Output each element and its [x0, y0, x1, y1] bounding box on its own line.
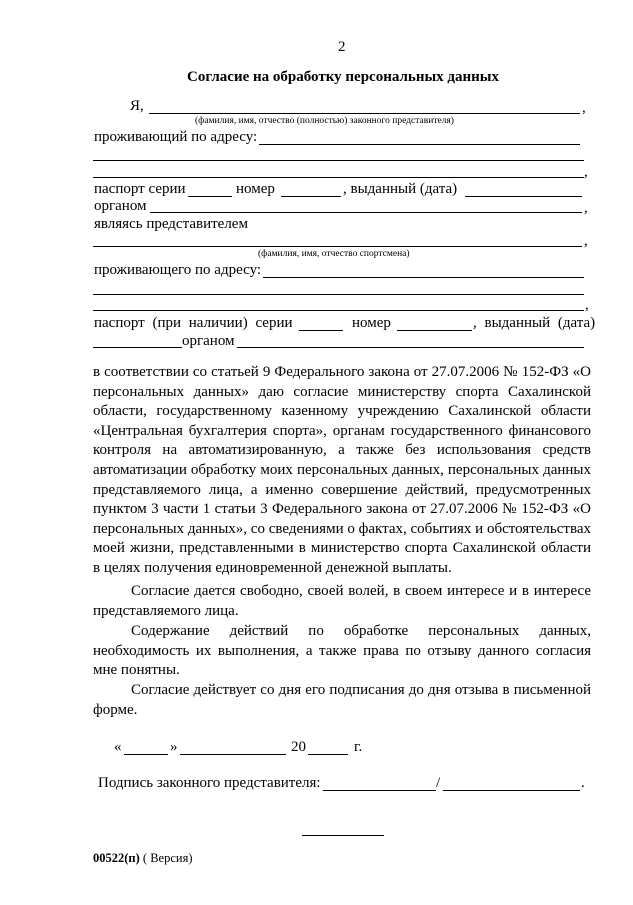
date-year-field[interactable] — [308, 754, 348, 755]
address-field-3[interactable] — [93, 177, 584, 178]
athlete-name-hint: (фамилия, имя, отчество спортсмена) — [258, 249, 410, 259]
organ2-label: органом — [182, 333, 235, 349]
issued-date-field[interactable] — [465, 196, 582, 197]
athlete-address-field-3[interactable] — [93, 310, 584, 311]
organ-label: органом — [94, 198, 147, 214]
athlete-name-field[interactable] — [93, 246, 582, 247]
date-year-suffix: г. — [354, 739, 363, 755]
passport-series-field[interactable] — [188, 196, 232, 197]
date-close-quote: » — [170, 739, 178, 755]
ya-label: Я, — [130, 98, 144, 114]
organ-field[interactable] — [150, 212, 582, 213]
consent-paragraph-2: Согласие дается свободно, своей волей, в своем интересе и в интересе представляемого лица. — [93, 583, 591, 619]
rep-name-hint: (фамилия, имя, отчество (полностью) законного представителя) — [195, 116, 454, 126]
comma: , — [584, 233, 588, 249]
footer — [93, 851, 192, 866]
comma: , — [584, 200, 588, 216]
athlete-address-field-2[interactable] — [93, 294, 584, 295]
issued-label: , выданный (дата) — [343, 181, 458, 197]
passport2-series-field[interactable] — [299, 330, 343, 331]
document-title: Согласие на обработку персональных данных — [187, 69, 500, 85]
passport-number-label: номер — [236, 181, 275, 197]
comma: , — [582, 100, 586, 116]
passport2-label: паспорт (при наличии) серии — [94, 315, 293, 331]
organ2-prefix-field[interactable] — [93, 347, 182, 348]
address-label: проживающий по адресу: — [94, 129, 258, 145]
passport-number-field[interactable] — [281, 196, 341, 197]
signature-end: . — [581, 775, 585, 791]
athlete-address-field-1[interactable] — [263, 277, 584, 278]
page-number: 2 — [338, 39, 346, 55]
signature-label: Подпись законного представителя: — [98, 775, 321, 791]
comma: , — [584, 164, 588, 180]
representative-label: являясь представителем — [94, 216, 248, 232]
consent-paragraph-3: Содержание действий по обработке персональных данных, необходимость их выполнения, а также права по отзыву данного согласия мне понятны. — [93, 623, 591, 679]
athlete-address-label: проживающего по адресу: — [94, 262, 262, 278]
signature-field[interactable] — [323, 790, 436, 791]
organ2-field[interactable] — [237, 347, 584, 348]
date-year-prefix: 20 — [291, 739, 306, 755]
footer-code: 00522(п) — [93, 851, 140, 865]
passport2-number-field[interactable] — [397, 330, 472, 331]
consent-paragraph-1: в соответствии со статьей 9 Федерального закона от 27.07.2006 № 152-ФЗ «О персональных данных» даю согласие министерству спорта Сахалинской области, государственному казенному учреждению Сахалинской области «Центральная бухгалтерия спорта», органам государственного финансового контроля на автоматизированную, а также без использования средств автоматизации обработку моих персональных данных, персональных данных представляемого лица, а именно совершение действий, предусмотренных пунктом 3 части 1 статьи 3 Федерального закона от 27.07.2006 № 152-ФЗ «О персональных данных», со сведениями о фактах, событиях и обстоятельствах моей жизни, представленными в министерство спорта Сахалинской области в целях получения единовременной денежной выплаты. — [93, 364, 591, 576]
date-open-quote: « — [114, 739, 122, 755]
signature-name-field[interactable] — [443, 790, 580, 791]
date-day-field[interactable] — [124, 754, 168, 755]
issued2-label: , выданный (дата) — [473, 315, 596, 331]
separator-line — [302, 835, 384, 836]
signature-slash: / — [436, 775, 441, 791]
comma: , — [585, 297, 589, 313]
address-field-1[interactable] — [259, 144, 580, 145]
address-field-2[interactable] — [93, 160, 584, 161]
date-month-field[interactable] — [180, 754, 286, 755]
consent-paragraph-4: Согласие действует со дня его подписания до дня отзыва в письменной форме. — [93, 682, 591, 718]
passport-series-label: паспорт серии — [94, 181, 186, 197]
footer-version: ( Версия) — [142, 851, 193, 865]
passport2-number-label: номер — [352, 315, 391, 331]
rep-name-field[interactable] — [149, 113, 580, 114]
